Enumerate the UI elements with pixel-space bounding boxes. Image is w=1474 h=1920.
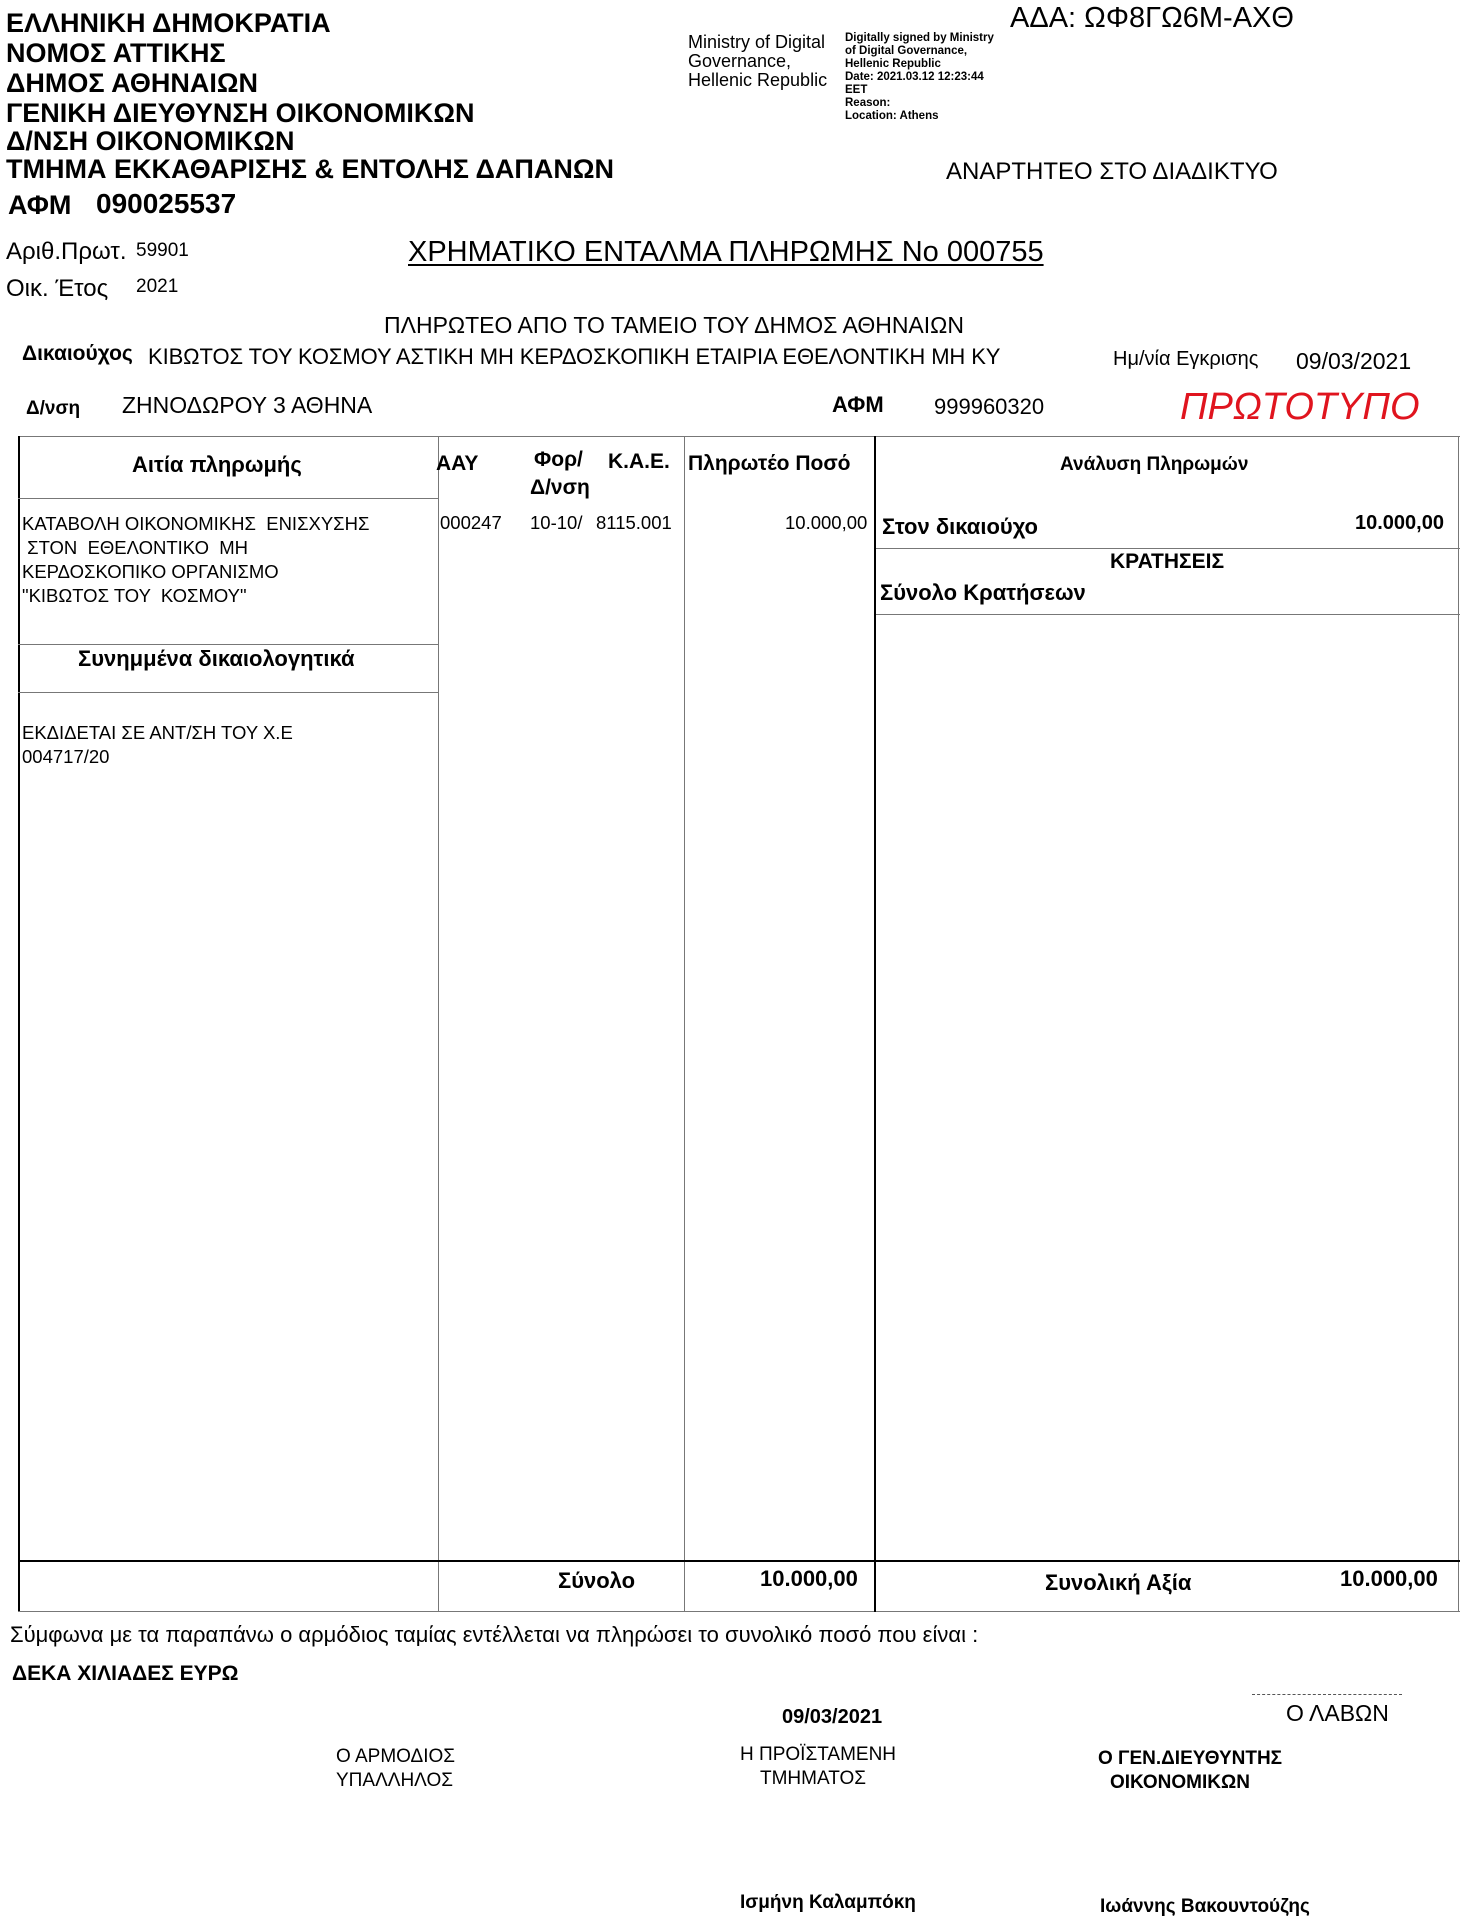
- signature-detail-2: of Digital Governance,: [845, 45, 968, 57]
- grand-total-value: 10.000,00: [1340, 1566, 1438, 1591]
- signature-detail-4: Date: 2021.03.12 12:23:44: [845, 71, 984, 83]
- signature-org-line-1: Ministry of Digital: [688, 32, 826, 52]
- receiver-label: Ο ΛΑΒΩΝ: [1286, 1700, 1389, 1726]
- reason-line-1: ΚΑΤΑΒΟΛΗ ΟΙΚΟΝΟΜΙΚΗΣ ΕΝΙΣΧΥΣΗΣ: [22, 513, 370, 534]
- header-analysis: Ανάλυση Πληρωμών: [1060, 454, 1249, 475]
- header-line-3: ΔΗΜΟΣ ΑΘΗΝΑΙΩΝ: [6, 68, 259, 98]
- total-value: 10.000,00: [760, 1566, 858, 1591]
- row-aay: 000247: [440, 512, 502, 533]
- attachments-line-1: ΕΚΔΙΔΕΤΑΙ ΣΕ ΑΝΤ/ΣΗ ΤΟΥ Χ.Ε: [22, 722, 293, 743]
- footer-date: 09/03/2021: [782, 1706, 883, 1728]
- attachments-label: Συνημμένα δικαιολογητικά: [78, 646, 355, 671]
- approval-label: Ημ/νία Εγκρισης: [1113, 348, 1259, 370]
- header-line-4: ΓΕΝΙΚΗ ΔΙΕΥΘΥΝΣΗ ΟΙΚΟΝΟΜΙΚΩΝ: [6, 98, 475, 128]
- sig2-line-2: ΤΜΗΜΑΤΟΣ: [760, 1768, 867, 1789]
- header-line-1: ΕΛΛΗΝΙΚΗ ΔΗΜΟΚΡΑΤΙΑ: [6, 8, 331, 38]
- header-amount: Πληρωτέο Ποσό: [688, 452, 851, 475]
- deductions-total-label: Σύνολο Κρατήσεων: [880, 580, 1086, 605]
- sig3-name: Ιωάννης Βακουντούζης: [1100, 1896, 1310, 1917]
- beneficiary-label: Δικαιούχος: [22, 342, 133, 365]
- signature-org-line-3: Hellenic Republic: [688, 70, 828, 90]
- header-reason: Αιτία πληρωμής: [132, 452, 302, 477]
- document-title: ΧΡΗΜΑΤΙΚΟ ΕΝΤΑΛΜΑ ΠΛΗΡΩΜΗΣ Νο 000755: [408, 236, 1044, 268]
- header-afm-label: ΑΦΜ: [8, 190, 72, 220]
- beneficiary-afm-value: 999960320: [934, 394, 1045, 419]
- amount-in-words: ΔΕΚΑ ΧΙΛΙΑΔΕΣ ΕΥΡΩ: [12, 1662, 239, 1685]
- header-line-2: ΝΟΜΟΣ ΑΤΤΙΚΗΣ: [6, 38, 226, 68]
- header-aay: ΑΑΥ: [436, 452, 479, 475]
- row-for: 10-10/: [530, 512, 583, 533]
- header-line-6: ΤΜΗΜΑ ΕΚΚΑΘΑΡΙΣΗΣ & ΕΝΤΟΛΗΣ ΔΑΠΑΝΩΝ: [6, 154, 614, 184]
- approval-date: 09/03/2021: [1296, 348, 1412, 374]
- protocol-value: 59901: [136, 240, 189, 261]
- grand-total-label: Συνολική Αξία: [1045, 1570, 1192, 1595]
- reason-line-4: "ΚΙΒΩΤΟΣ ΤΟΥ ΚΟΣΜΟΥ": [22, 585, 247, 606]
- sig2-name: Ισμήνη Καλαμπόκη: [740, 1892, 916, 1913]
- sig3-line-1: Ο ΓΕΝ.ΔΙΕΥΘΥΝΤΗΣ: [1098, 1748, 1283, 1769]
- ada-code: ΑΔΑ: ΩΦ8ΓΩ6Μ-ΑΧΘ: [1010, 2, 1294, 34]
- sig3-line-2: ΟΙΚΟΝΟΜΙΚΩΝ: [1110, 1772, 1250, 1793]
- signature-detail-3: Hellenic Republic: [845, 58, 941, 70]
- header-for-line1: Φορ/: [534, 448, 583, 471]
- total-label: Σύνολο: [558, 1568, 636, 1593]
- sig1-line-1: Ο ΑΡΜΟΔΙΟΣ: [336, 1746, 456, 1767]
- signature-detail-7: Location: Athens: [845, 110, 939, 122]
- row-kae: 8115.001: [596, 512, 672, 533]
- row-amount: 10.000,00: [785, 512, 868, 533]
- signature-detail-6: Reason:: [845, 97, 891, 109]
- original-mark: ΠΡΩΤΟΤΥΠΟ: [1180, 386, 1420, 428]
- sig2-line-1: Η ΠΡΟΪΣΤΑΜΕΝΗ: [740, 1744, 897, 1765]
- signature-detail-1: Digitally signed by Ministry: [845, 32, 994, 44]
- reason-line-3: ΚΕΡΔΟΣΚΟΠΙΚΟ ΟΡΓΑΝΙΣΜΟ: [22, 561, 279, 582]
- beneficiary-afm-label: ΑΦΜ: [832, 392, 884, 417]
- payment-instruction: Σύμφωνα με τα παραπάνω ο αρμόδιος ταμίας εντέλλεται να πληρώσει το συνολικό ποσό που είναι :: [10, 1622, 979, 1647]
- receiver-signature-line: [1252, 1694, 1402, 1695]
- header-for-line2: Δ/νση: [530, 476, 590, 499]
- to-beneficiary-label: Στον δικαιούχο: [882, 514, 1038, 539]
- signature-detail-5: EET: [845, 84, 868, 96]
- to-beneficiary-value: 10.000,00: [1355, 512, 1444, 534]
- address-label: Δ/νση: [26, 398, 81, 419]
- address-value: ΖΗΝΟΔΩΡΟΥ 3 ΑΘΗΝΑ: [122, 392, 373, 418]
- fiscal-year-label: Οικ. Έτος: [6, 275, 109, 302]
- signature-org-line-2: Governance,: [688, 51, 792, 71]
- reason-line-2: ΣΤΟΝ ΕΘΕΛΟΝΤΙΚΟ ΜΗ: [22, 537, 249, 558]
- protocol-label: Αριθ.Πρωτ.: [6, 238, 127, 265]
- deductions-label: ΚΡΑΤΗΣΕΙΣ: [1110, 550, 1225, 573]
- header-afm-value: 090025537: [96, 188, 237, 219]
- sig1-line-2: ΥΠΑΛΛΗΛΟΣ: [336, 1770, 453, 1791]
- beneficiary-value: ΚΙΒΩΤΟΣ ΤΟΥ ΚΟΣΜΟΥ ΑΣΤΙΚΗ ΜΗ ΚΕΡΔΟΣΚΟΠΙΚΗ ΕΤΑΙΡΙΑ ΕΘΕΛΟΝΤΙΚΗ ΜΗ ΚΥ: [148, 344, 1001, 369]
- fiscal-year-value: 2021: [136, 276, 179, 297]
- header-kae: Κ.Α.Ε.: [608, 450, 670, 473]
- attachments-line-2: 004717/20: [22, 746, 110, 767]
- header-line-5: Δ/ΝΣΗ ΟΙΚΟΝΟΜΙΚΩΝ: [6, 126, 295, 156]
- publish-note: ΑΝΑΡΤΗΤΕΟ ΣΤΟ ΔΙΑΔΙΚΤΥΟ: [946, 158, 1278, 185]
- payable-from: ΠΛΗΡΩΤΕΟ ΑΠΟ ΤΟ ΤΑΜΕΙΟ ΤΟΥ ΔΗΜΟΣ ΑΘΗΝΑΙΩΝ: [384, 312, 964, 338]
